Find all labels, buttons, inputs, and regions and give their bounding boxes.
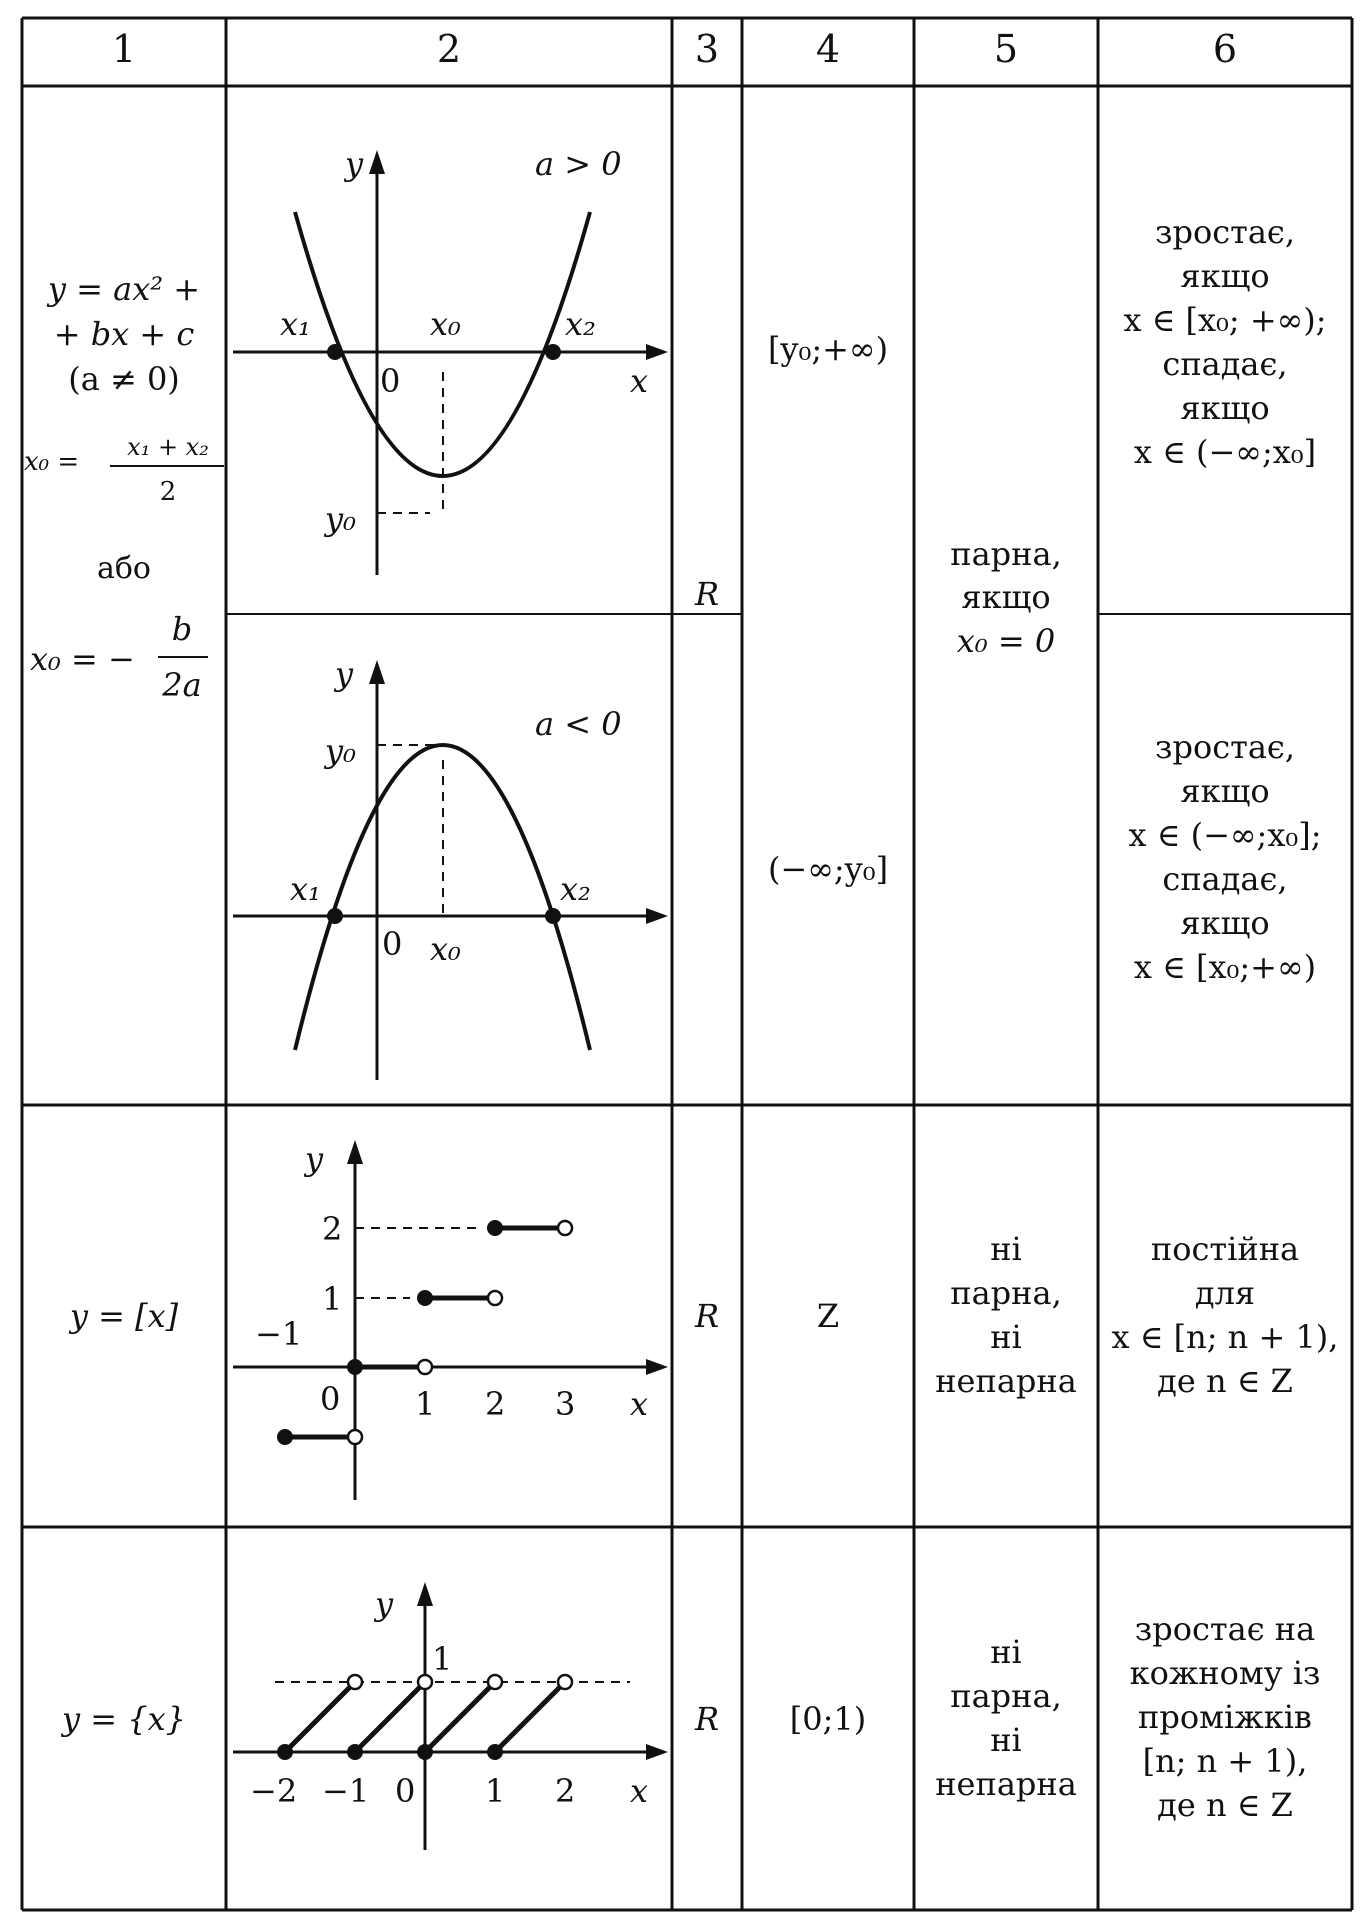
svg-text:зростає,: зростає, bbox=[1155, 213, 1295, 251]
svg-text:непарна: непарна bbox=[935, 1362, 1077, 1400]
x-tick-1: 1 bbox=[485, 1772, 506, 1810]
svg-text:ні: ні bbox=[990, 1721, 1022, 1759]
y-axis-label: y bbox=[305, 1140, 324, 1178]
svg-text:[n; n + 1),: [n; n + 1), bbox=[1142, 1742, 1308, 1780]
svg-text:якщо: якщо bbox=[1180, 772, 1270, 810]
x-axis-label: x bbox=[630, 362, 649, 400]
x0-b-lhs: x₀ = − bbox=[30, 640, 135, 678]
x1-label: x₁ bbox=[280, 305, 311, 343]
row1a-monotonicity bbox=[1123, 213, 1326, 471]
y-tick-2: 2 bbox=[322, 1210, 343, 1248]
row2-range: Z bbox=[816, 1297, 840, 1335]
header-col-1: 1 bbox=[111, 27, 137, 71]
svg-text:спадає,: спадає, bbox=[1162, 345, 1288, 383]
row3-range: [0;1) bbox=[789, 1700, 867, 1738]
row1a-range: [y₀;+∞) bbox=[767, 330, 889, 368]
svg-text:зростає на: зростає на bbox=[1134, 1610, 1316, 1648]
one-label: 1 bbox=[432, 1640, 453, 1678]
x-tick-minus2: −2 bbox=[250, 1772, 298, 1810]
svg-text:x₀ = 0: x₀ = 0 bbox=[956, 622, 1056, 660]
row1b-range: (−∞;y₀] bbox=[767, 850, 889, 888]
svg-text:x ∈ (−∞;x₀];: x ∈ (−∞;x₀]; bbox=[1128, 816, 1322, 854]
minus-one-label: −1 bbox=[255, 1315, 303, 1353]
svg-text:x ∈ (−∞;x₀]: x ∈ (−∞;x₀] bbox=[1133, 433, 1317, 471]
svg-text:x ∈ [x₀; +∞);: x ∈ [x₀; +∞); bbox=[1123, 301, 1327, 339]
graph-floor bbox=[233, 1140, 668, 1500]
x-tick-3: 3 bbox=[555, 1385, 576, 1423]
row1b-monotonicity bbox=[1129, 728, 1322, 986]
svg-text:ні: ні bbox=[990, 1633, 1022, 1671]
x-tick-0: 0 bbox=[395, 1772, 416, 1810]
svg-text:кожному із: кожному із bbox=[1129, 1654, 1321, 1692]
condition-label: a < 0 bbox=[535, 705, 622, 743]
graph-fractional bbox=[233, 1582, 668, 1850]
origin-label: 0 bbox=[320, 1380, 341, 1418]
x-tick-2: 2 bbox=[555, 1772, 576, 1810]
header-col-3: 3 bbox=[694, 27, 720, 71]
svg-text:парна,: парна, bbox=[950, 1677, 1062, 1715]
x0-sum-numerator: x₁ + x₂ bbox=[127, 433, 209, 461]
svg-text:ні: ні bbox=[990, 1318, 1022, 1356]
x-tick-1: 1 bbox=[415, 1385, 436, 1423]
header-row bbox=[112, 27, 1237, 71]
svg-text:зростає,: зростає, bbox=[1155, 728, 1295, 766]
formula-line-2: + bx + c bbox=[53, 315, 195, 353]
svg-text:якщо: якщо bbox=[1180, 257, 1270, 295]
row1-domain: R bbox=[694, 575, 720, 613]
header-col-5: 5 bbox=[993, 27, 1019, 71]
row2-monotonicity bbox=[1112, 1230, 1339, 1400]
row3-domain: R bbox=[694, 1700, 720, 1738]
header-col-2: 2 bbox=[436, 27, 462, 71]
quadratic-formula bbox=[24, 270, 224, 704]
x0-label: x₀ bbox=[430, 930, 461, 968]
y0-label: y₀ bbox=[325, 500, 356, 538]
svg-text:парна,: парна, bbox=[950, 535, 1062, 573]
svg-text:для: для bbox=[1194, 1274, 1256, 1312]
origin-label: 0 bbox=[380, 362, 401, 400]
x0-sum-denominator: 2 bbox=[159, 477, 177, 507]
graph-parabola-up bbox=[233, 145, 668, 575]
y0-label: y₀ bbox=[325, 732, 356, 770]
svg-text:де n ∈ Z: де n ∈ Z bbox=[1157, 1786, 1293, 1824]
svg-text:постійна: постійна bbox=[1150, 1230, 1300, 1268]
y-axis-label: y bbox=[345, 145, 364, 183]
svg-text:якщо: якщо bbox=[961, 578, 1051, 616]
row2-domain: R bbox=[694, 1297, 720, 1335]
origin-label: 0 bbox=[382, 925, 403, 963]
svg-text:де n ∈ Z: де n ∈ Z bbox=[1157, 1362, 1293, 1400]
svg-text:якщо: якщо bbox=[1180, 904, 1270, 942]
svg-text:спадає,: спадає, bbox=[1162, 860, 1288, 898]
x2-label: x₂ bbox=[560, 870, 591, 908]
x0-lhs: x₀ = bbox=[24, 447, 80, 477]
header-col-6: 6 bbox=[1212, 27, 1238, 71]
svg-text:x ∈ [x₀;+∞): x ∈ [x₀;+∞) bbox=[1133, 948, 1317, 986]
x1-label: x₁ bbox=[290, 870, 321, 908]
svg-text:якщо: якщо bbox=[1180, 389, 1270, 427]
x-tick-2: 2 bbox=[485, 1385, 506, 1423]
x2-label: x₂ bbox=[565, 305, 596, 343]
svg-text:парна,: парна, bbox=[950, 1274, 1062, 1312]
x0-b-numerator: b bbox=[171, 610, 193, 648]
formula-line-1: y = ax² + bbox=[47, 270, 201, 308]
row3-monotonicity bbox=[1130, 1610, 1321, 1824]
formula-line-3: (a ≠ 0) bbox=[68, 360, 180, 398]
y-axis-label: y bbox=[335, 655, 354, 693]
svg-text:проміжків: проміжків bbox=[1138, 1698, 1312, 1736]
row2-parity bbox=[935, 1230, 1077, 1400]
x-axis-label: x bbox=[630, 1385, 649, 1423]
svg-text:непарна: непарна bbox=[935, 1765, 1077, 1803]
y-tick-1: 1 bbox=[322, 1280, 343, 1318]
y-axis-label: y bbox=[375, 1585, 394, 1623]
svg-text:x ∈ [n; n + 1),: x ∈ [n; n + 1), bbox=[1111, 1318, 1339, 1356]
or-label: або bbox=[96, 551, 152, 586]
row1-parity bbox=[950, 535, 1061, 660]
x-axis-label: x bbox=[630, 1772, 649, 1810]
row2-function: y = [x] bbox=[69, 1297, 179, 1335]
x0-label: x₀ bbox=[430, 305, 461, 343]
svg-text:ні: ні bbox=[990, 1230, 1022, 1268]
row3-function: y = {x} bbox=[62, 1700, 186, 1738]
header-col-4: 4 bbox=[815, 27, 841, 71]
x-tick-minus1: −1 bbox=[322, 1772, 370, 1810]
x0-b-denominator: 2a bbox=[162, 666, 202, 704]
row3-parity bbox=[935, 1633, 1077, 1803]
graph-parabola-down bbox=[233, 655, 668, 1080]
condition-label: a > 0 bbox=[535, 145, 622, 183]
